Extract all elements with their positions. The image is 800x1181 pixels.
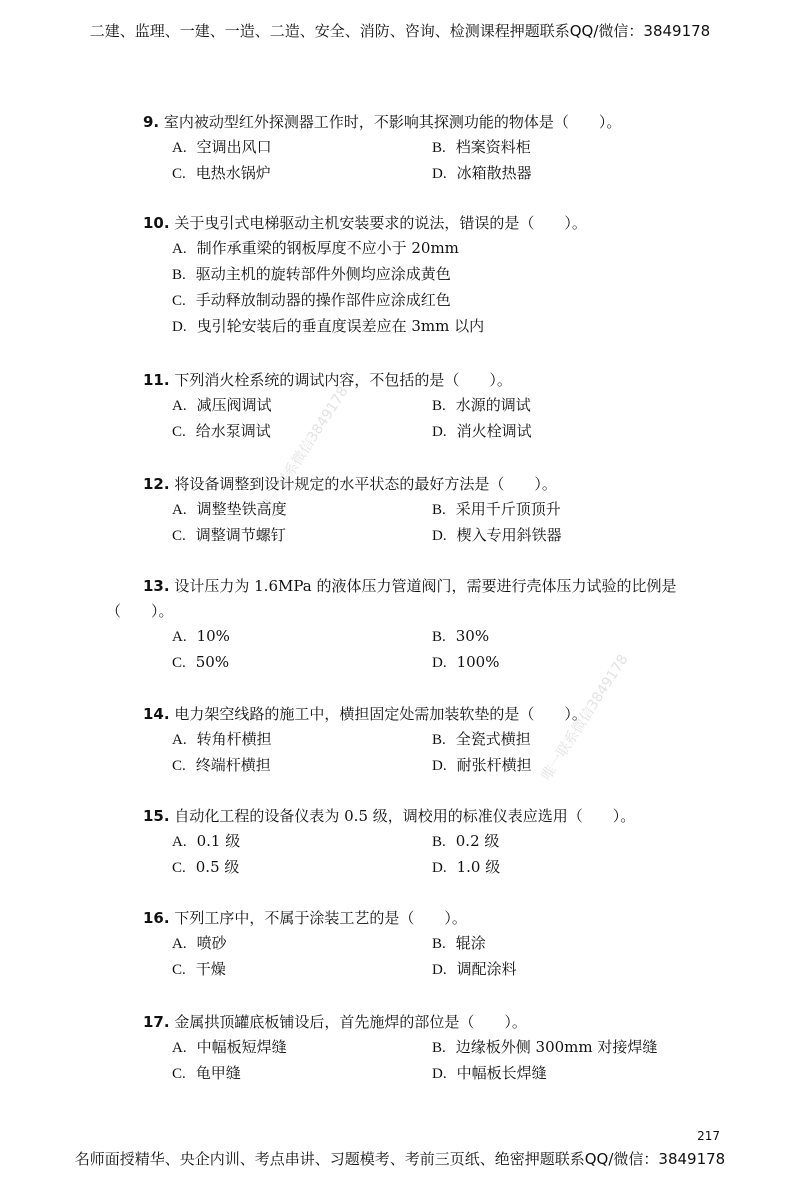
question-16 [143,908,758,985]
option-d: D. 曳引轮安装后的垂直度误差应在 3mm 以内 [172,317,485,335]
option-b: B. 边缘板外侧 300mm 对接焊缝 [432,1038,658,1056]
option-c: C. 调整调节螺钉 [172,526,286,544]
header-banner: 二建、监理、一建、一造、二造、安全、消防、咨询、检测课程押题联系QQ/微信：3849178 [89,22,711,40]
option-b: B. 辊涂 [432,934,486,952]
option-a: A. 转角杆横担 [172,730,272,748]
option-d: D. 100% [432,653,500,671]
option-b: B. 驱动主机的旋转部件外侧均应涂成黄色 [172,265,451,283]
question-text: 下列工序中，不属于涂装工艺的是（ ）。 [174,909,467,927]
question-continuation: （ ）。 [106,602,174,620]
option-d: D. 调配涂料 [432,960,517,978]
option-a: A. 中幅板短焊缝 [172,1038,287,1056]
watermark: 唯一联系微信3849178 [538,651,632,784]
option-d: D. 冰箱散热器 [432,164,532,182]
question-11 [143,370,758,447]
question-13 [106,576,758,678]
option-d: D. 中幅板长焊缝 [432,1064,547,1082]
question-17 [143,1012,758,1089]
question-number: 15. [143,807,170,825]
option-b: B. 采用千斤顶顶升 [432,500,561,518]
question-15 [143,806,758,883]
option-c: C. 终端杆横担 [172,756,271,774]
question-text: 室内被动型红外探测器工作时，不影响其探测功能的物体是（ ）。 [163,113,622,131]
option-a: A. 制作承重梁的钢板厚度不应小于 20mm [172,239,459,257]
question-text: 电力架空线路的施工中，横担固定处需加装软垫的是（ ）。 [174,705,587,723]
option-c: C. 干燥 [172,960,226,978]
option-c: C. 电热水锅炉 [172,164,271,182]
question-10 [143,213,758,342]
question-number: 17. [143,1013,170,1031]
option-b: B. 0.2 级 [432,832,500,850]
option-c: C. 手动释放制动器的操作部件应涂成红色 [172,291,451,309]
option-b: B. 档案资料柜 [432,138,531,156]
option-d: D. 1.0 级 [432,858,501,876]
option-c: C. 50% [172,653,230,671]
question-number: 16. [143,909,170,927]
option-a: A. 空调出风口 [172,138,272,156]
option-d: D. 耐张杆横担 [432,756,532,774]
question-text: 下列消火栓系统的调试内容，不包括的是（ ）。 [174,371,512,389]
option-b: B. 水源的调试 [432,396,531,414]
question-number: 13. [143,577,170,595]
question-14 [143,704,758,781]
question-number: 11. [143,371,170,389]
question-number: 10. [143,214,170,232]
question-number: 14. [143,705,170,723]
option-d: D. 消火栓调试 [432,422,532,440]
option-a: A. 减压阀调试 [172,396,272,414]
option-c: C. 龟甲缝 [172,1064,241,1082]
question-text: 金属拱顶罐底板铺设后，首先施焊的部位是（ ）。 [174,1013,527,1031]
option-c: C. 0.5 级 [172,858,240,876]
option-a: A. 喷砂 [172,934,227,952]
option-b: B. 30% [432,627,490,645]
page-number: 217 [697,1129,720,1143]
question-text: 设计压力为 1.6MPa 的液体压力管道阀门，需要进行壳体压力试验的比例是 [174,577,677,595]
question-text: 将设备调整到设计规定的水平状态的最好方法是（ ）。 [174,475,557,493]
question-text: 关于曳引式电梯驱动主机安装要求的说法，错误的是（ ）。 [174,214,587,232]
option-a: A. 0.1 级 [172,832,241,850]
option-d: D. 楔入专用斜铁器 [432,526,562,544]
footer-banner: 名师面授精华、央企内训、考点串讲、习题模考、考前三页纸、绝密押题联系QQ/微信：3849178 [74,1150,726,1168]
question-12 [143,474,758,551]
option-c: C. 给水泵调试 [172,422,271,440]
option-b: B. 全瓷式横担 [432,730,531,748]
question-number: 12. [143,475,170,493]
watermark: 唯一联系微信3849178 [258,383,352,516]
question-text: 自动化工程的设备仪表为 0.5 级，调校用的标准仪表应选用（ ）。 [174,807,636,825]
option-a: A. 调整垫铁高度 [172,500,287,518]
question-9 [143,112,758,189]
question-number: 9. [143,113,160,131]
option-a: A. 10% [172,627,230,645]
